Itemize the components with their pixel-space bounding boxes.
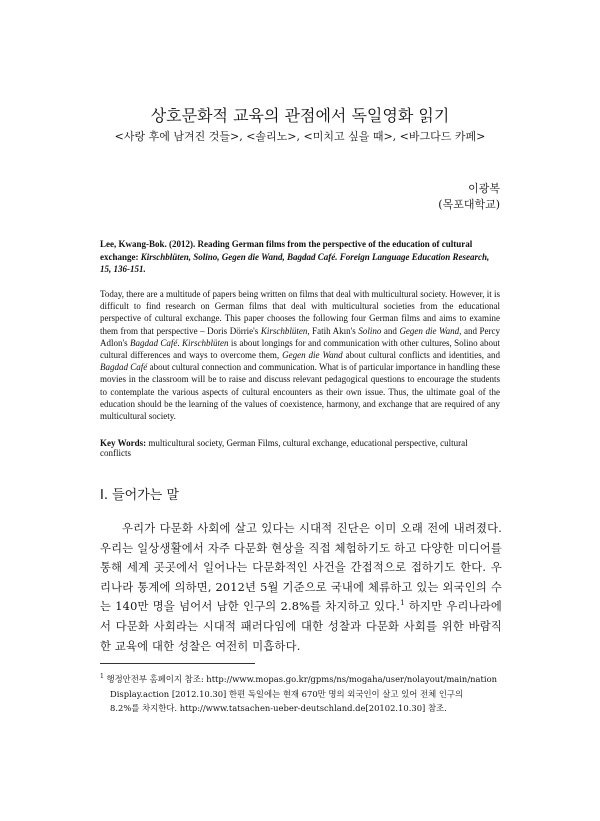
keywords-list: multicultural society, German Films, cultural exchange, educational perspective, cultural conflicts [100, 438, 468, 458]
section-heading: Ⅰ. 들어가는 말 [100, 488, 180, 503]
abstract-text: about cultural connection and communication. What is of particular importance in handling these movies in the classroom will be to raise and discuss relevant pedagogical questions to encourage the students to contemplate the various aspects of cultural encounters as their own issue. Thus, the ultimate goal of the education should be the learning of the values of coexistence, harmony, and exchange that are required of any multicultural society. [100, 362, 501, 422]
abstract-text: about cultural conflicts and identities, and [342, 350, 500, 361]
abstract-text: and [381, 325, 400, 336]
abstract-text: . [177, 337, 183, 348]
film-title: Bagdad Café [130, 337, 178, 348]
author-affiliation: (목포대학교) [438, 198, 500, 211]
footnote-divider [100, 663, 255, 664]
citation-titles: Kirschblüten, Solino, Gegen die Wand, Bagdad Café [140, 251, 336, 262]
keywords-label: Key Words: [100, 438, 147, 448]
citation [100, 238, 500, 276]
abstract-text: Today, there are a multitude of papers being written on films that deal with multicultural society. However, it is difficult to find research on German films that deal with multicultural societies from the educational perspective of cultural exchange. This paper chooses the following four German films and aims to examine them from that perspective – Doris Dörrie's [100, 289, 500, 336]
body-paragraph [100, 519, 502, 656]
keywords [100, 438, 500, 458]
citation-volume: , 15, 136-151. [100, 251, 490, 274]
film-title: Gegen die Wand [399, 325, 460, 336]
film-title: Kirschblüten [260, 325, 308, 336]
body-text: 하지만 우리나라에서 다문화 사회라는 시대적 패러다임에 대한 성찰과 다문화 사회를 위한 바람직한 교육에 대한 성찰은 여전히 미흡하다. [100, 600, 502, 653]
film-title: Kirschblüten [182, 337, 229, 348]
footnote-text: 행정안전부 홈페이지 참조: http://www.mopas.go.kr/gpms/ns/mogaha/user/nolayout/main/nation [106, 674, 498, 684]
paper-subtitle: <사랑 후에 남겨진 것들>, <솔리노>, <미치고 싶을 때>, <바그다드 카페> [114, 130, 486, 143]
abstract-text: , Fatih Akın's [307, 325, 359, 336]
footnote-line: 8.2%를 차지한다. http://www.tatsachen-ueber-deutschland.de[20102.10.30] 참조. [110, 703, 447, 713]
film-title: Bagdad Café [100, 362, 148, 373]
film-title: Gegen die Wand [282, 350, 343, 361]
abstract-text: , and Percy Adlon's [100, 325, 500, 348]
footnote [100, 672, 502, 716]
footnote-line [100, 672, 502, 687]
body-text: 우리가 다문화 사회에 살고 있다는 시대적 진단은 이미 오래 전에 내려졌다. 우리는 일상생활에서 자주 다문화 현상을 직접 체험하기도 하고 다양한 미디어를 통해 세계 곳곳에서 일어나는 다문화적인 사건을 간접적으로 접하기도 한다. 우리나라 통계에 의하면, 2012년 5월 기준으로 국내에 체류하고 있는 외국인의 수는 140만 명을 넘어서 남한 인구의 2.8%를 차지하고 있다. [100, 522, 502, 614]
author-name: 이광복 [468, 182, 500, 195]
footnote-line: Display.action [2012.10.30] 한편 독일에는 현재 670만 명의 외국인이 살고 있어 전체 인구의 [110, 688, 464, 699]
citation-authors: Lee, Kwang-Bok. (2012). Reading German films from the perspective of the education of cultural exchange: [100, 239, 473, 262]
paper-title: 상호문화적 교육의 관점에서 독일영화 읽기 [150, 106, 450, 125]
abstract [100, 288, 500, 422]
citation-journal: . Foreign Language Education Research [335, 251, 487, 262]
abstract-text: is about longings for and communication with other cultures, Solino about cultural differences and ways to overcome them, [100, 337, 501, 361]
film-title: Solino [358, 325, 382, 336]
footnote-ref: 1 [400, 599, 405, 608]
footnote-number: 1 [100, 673, 104, 681]
